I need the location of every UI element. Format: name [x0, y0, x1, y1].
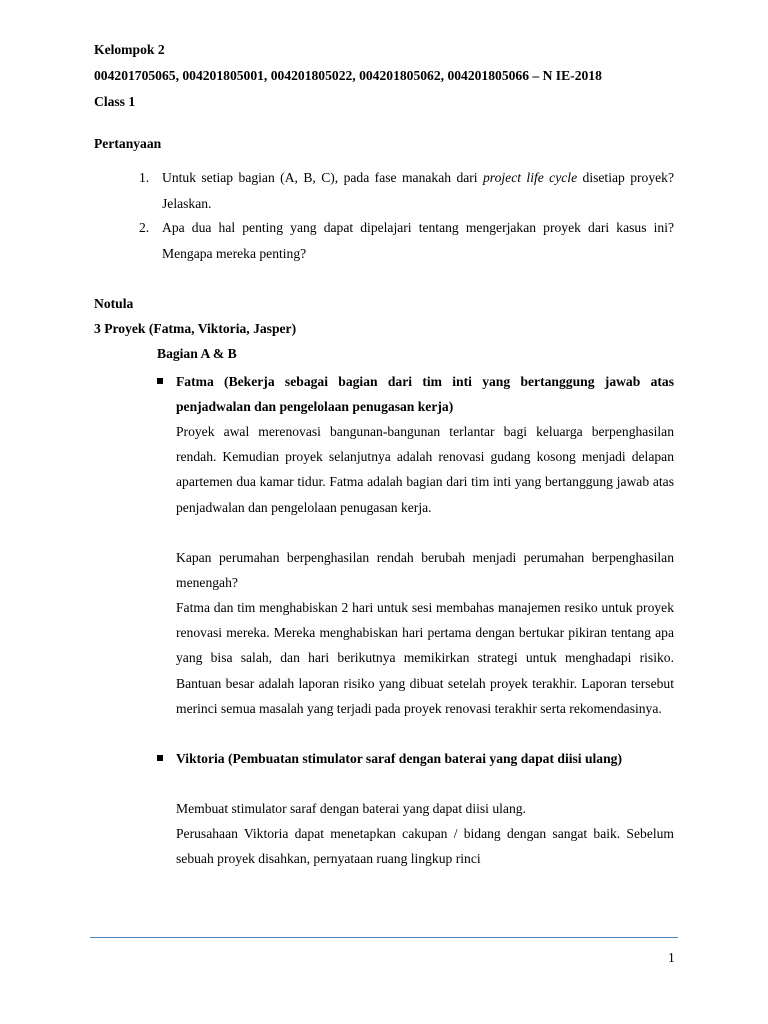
question-text [162, 165, 674, 217]
question-number: 1. [139, 170, 150, 185]
question-text-part: Untuk setiap bagian (A, B, C), pada fase manakah dari [162, 170, 483, 185]
entry-paragraph: Perusahaan Viktoria dapat menetapkan cakupan / bidang dengan sangat baik. Sebelum sebuah proyek disahkan, pernyataan ruang lingkup rinci [176, 826, 674, 867]
section-heading: Bagian A & B [157, 346, 237, 361]
entry-heading: Viktoria (Pembuatan stimulator saraf dengan baterai yang dapat diisi ulang) [176, 751, 622, 766]
entry-heading: Fatma (Bekerja sebagai bagian dari tim inti yang bertanggung jawab atas penjadwalan dan pengelolaan penugasan kerja) [176, 374, 674, 415]
bullet-square-icon [157, 755, 163, 761]
question-text-part: disetiap proyek? Jelaskan. [162, 170, 674, 211]
question-number: 2. [139, 220, 150, 235]
entry-paragraph: Kapan perumahan berpenghasilan rendah berubah menjadi perumahan berpenghasilan menengah? [176, 550, 674, 591]
project-heading: 3 Proyek (Fatma, Viktoria, Jasper) [94, 321, 297, 336]
questions-heading: Pertanyaan [94, 136, 162, 151]
footer-divider [90, 937, 678, 938]
entry-paragraph: Fatma dan tim menghabiskan 2 hari untuk sesi membahas manajemen resiko untuk proyek renovasi mereka. Mereka menghabiskan hari pertama dengan bertukar pikiran tentang apa yang bisa salah, dan hari berikutnya memikirkan strategi untuk menghadapi risiko. Bantuan besar adalah laporan risiko yang dibuat setelah proyek terakhir. Laporan tersebut merinci semua masalah yang terjadi pada proyek renovasi terakhir serta rekomendasinya. [176, 600, 674, 716]
group-title: Kelompok 2 [94, 42, 165, 57]
question-text: Apa dua hal penting yang dapat dipelajari tentang mengerjakan proyek dari kasus ini? Mengapa mereka penting? [162, 220, 674, 261]
class-label: Class 1 [94, 94, 136, 109]
bullet-square-icon [157, 378, 163, 384]
entry-paragraph: Membuat stimulator saraf dengan baterai yang dapat diisi ulang. [176, 801, 526, 816]
question-text-italic: project life cycle [483, 170, 578, 185]
student-ids-line: 004201705065, 004201805001, 004201805022, 004201805062, 004201805066 – N IE-2018 [94, 68, 602, 83]
entry-paragraph: Proyek awal merenovasi bangunan-bangunan terlantar bagi keluarga berpenghasilan rendah. Kemudian proyek selanjutnya adalah renovasi gudang kosong menjadi delapan apartemen dua kamar tidur. Fatma adalah bagian dari tim inti yang bertanggung jawab atas penjadwalan dan pengelolaan penugasan kerja. [176, 424, 674, 515]
notula-heading: Notula [94, 296, 134, 311]
page-number: 1 [668, 950, 675, 965]
